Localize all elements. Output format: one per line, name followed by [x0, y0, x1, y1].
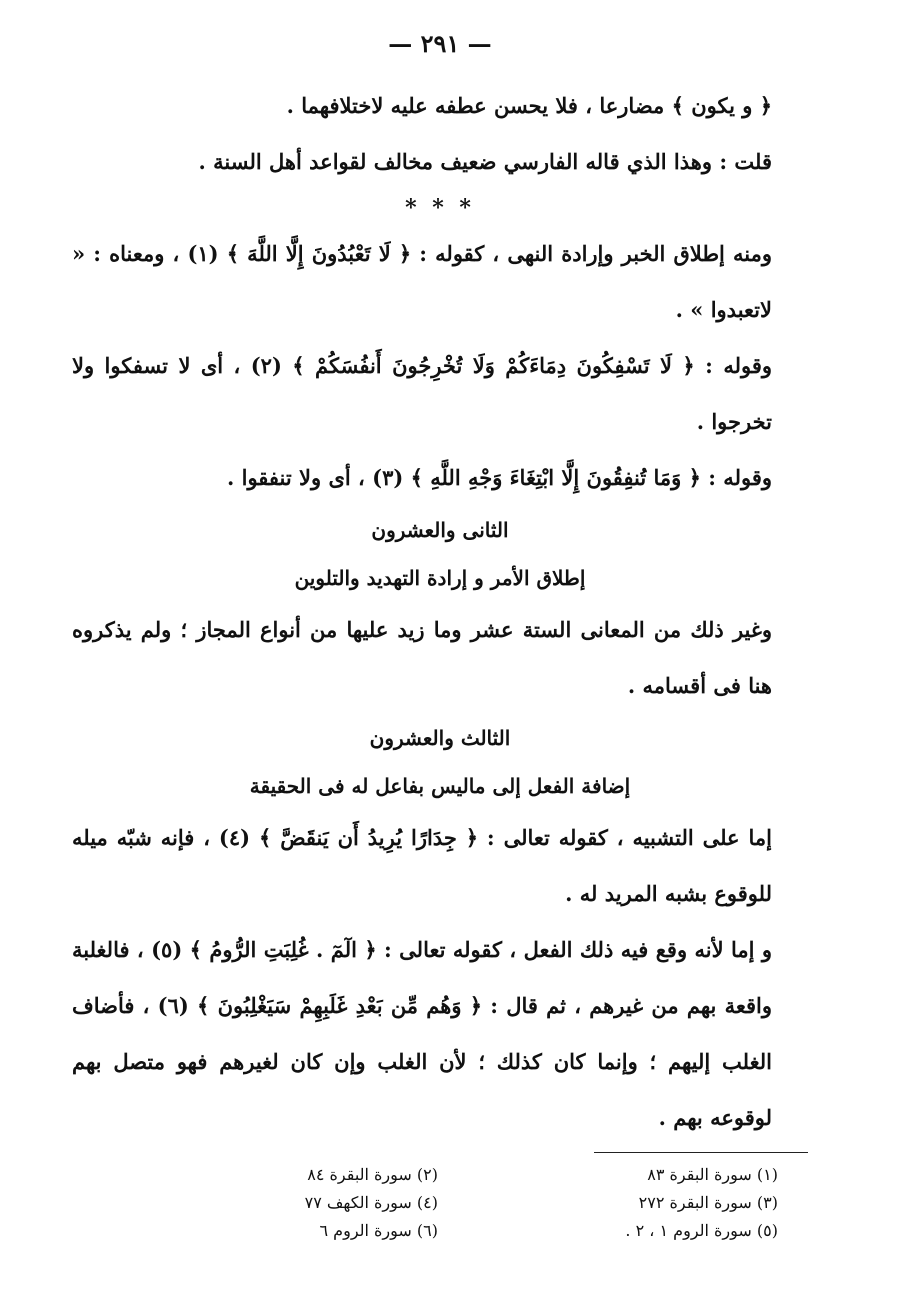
section-subheading-22: إطلاق الأمر و إرادة التهديد والتلوين — [294, 566, 586, 590]
footnote-5: (٥) سورة الروم ١ ، ٢ . — [625, 1221, 778, 1240]
text-line-comment: قلت : وهذا الذي قاله الفارسي ضعيف مخالف لقواعد أهل السنة . — [198, 149, 772, 174]
footnotes — [72, 1152, 808, 1245]
section-separator: * * * — [405, 195, 475, 221]
paragraph-tashbih: إما على التشبيه ، كقوله تعالى : ﴿ جِدَارًا يُرِيدُ أَن يَنقَضَّ ﴾ (٤) ، فإنه شبّه ميله للوقوع بشبه المريد له . — [72, 825, 772, 906]
paragraph-khabar-nahy: ومنه إطلاق الخبر وإرادة النهى ، كقوله : ﴿ لَا تَعْبُدُونَ إِلَّا اللَّهَ ﴾ (١) ، ومعناه : « لاتعبدوا » . — [72, 241, 772, 322]
paragraph-ghalaba: و إما لأنه وقع فيه ذلك الفعل ، كقوله تعالى : ﴿ الٓمٓ . غُلِبَتِ الرُّومُ ﴾ (٥) ، فالغلبة واقعة بهم من غيرهم ، ثم قال : ﴿ وَهُم مِّن بَعْدِ غَلَبِهِمْ سَيَغْلِبُونَ ﴾ (٦) ، فأضاف الغلب إليهم ؛ وإنما كان كذلك ؛ لأن الغلب وإن كان لغيرهم فهو متصل بهم لوقوعه بهم . — [72, 937, 772, 1130]
footnote-4: (٤) سورة الكهف ٧٧ — [304, 1193, 438, 1212]
section-subheading-23: إضافة الفعل إلى ماليس بفاعل له فى الحقيقة — [249, 774, 631, 798]
footnote-2: (٢) سورة البقرة ٨٤ — [307, 1165, 438, 1184]
footnote-list — [72, 1161, 808, 1245]
footnote-6: (٦) سورة الروم ٦ — [319, 1221, 438, 1240]
paragraph-other-meanings: وغير ذلك من المعانى الستة عشر وما زيد عليها من أنواع المجاز ؛ ولم يذكروه هنا فى أقسامه . — [72, 617, 772, 698]
section-heading-22: الثانى والعشرون — [371, 518, 509, 542]
footnote-3: (٣) سورة البقرة ٢٧٢ — [638, 1193, 778, 1212]
footnote-1: (١) سورة البقرة ٨٣ — [647, 1165, 778, 1184]
paragraph-tasfikun: وقوله : ﴿ لَا تَسْفِكُونَ دِمَاءَكُمْ وَلَا تُخْرِجُونَ أَنفُسَكُمْ ﴾ (٢) ، أى لا تسفكوا ولا تخرجوا . — [72, 353, 772, 434]
text-line-continuation: ﴿ و يكون ﴾ مضارعا ، فلا يحسن عطفه عليه لاختلافهما . — [286, 93, 772, 118]
paragraph-tunfiqun: وقوله : ﴿ وَمَا تُنفِقُونَ إِلَّا ابْتِغَاءَ وَجْهِ اللَّهِ ﴾ (٣) ، أى ولا تنفقوا . — [226, 465, 772, 490]
book-page — [72, 24, 808, 1245]
page-number: — ٢٩١ — — [388, 29, 492, 58]
section-heading-23: الثالث والعشرون — [369, 726, 511, 750]
footnote-divider — [594, 1152, 808, 1153]
